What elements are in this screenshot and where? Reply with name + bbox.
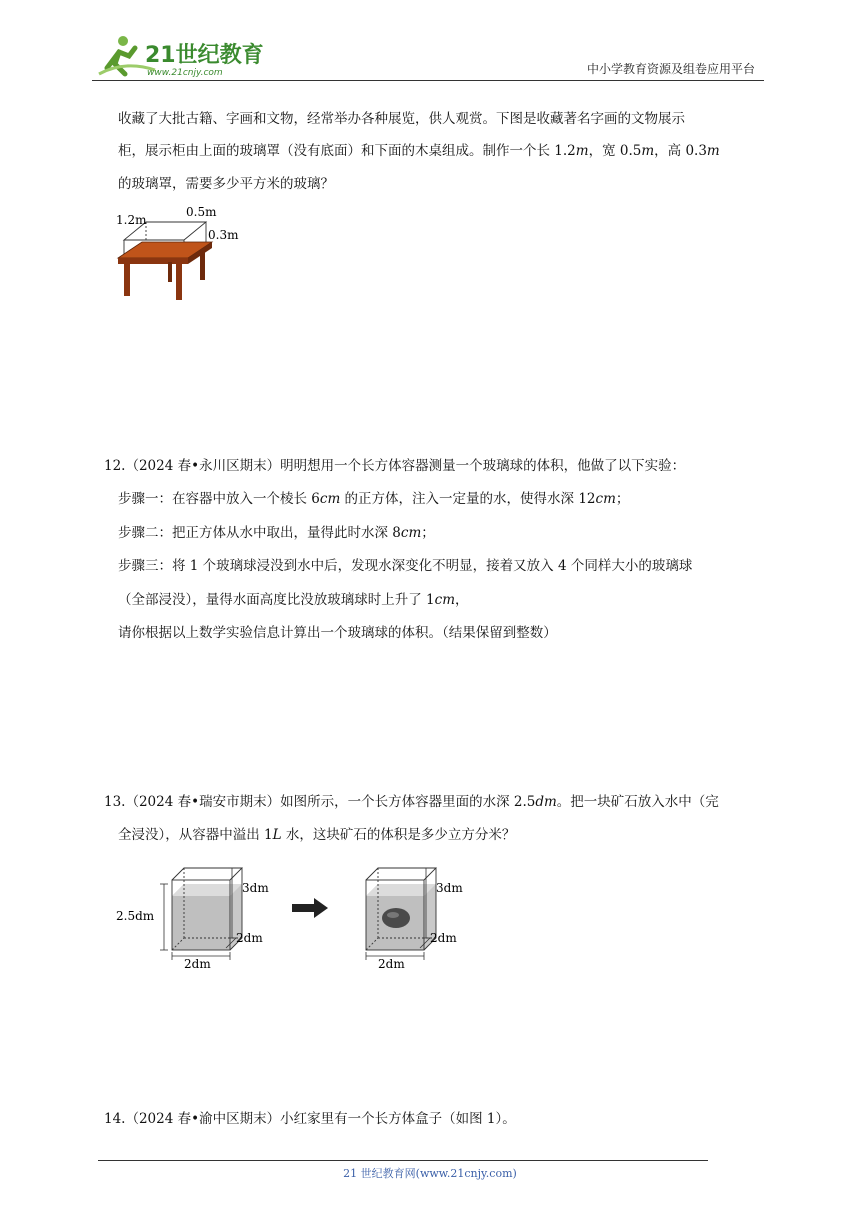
q12-line-1: 12.（2024 春•永川区期末）明明想用一个长方体容器测量一个玻璃球的体积，他做了以下实验： [104,458,686,474]
width-label: 0.5m [186,205,217,219]
q12-step-3: 步骤三：将 1 个玻璃球浸没到水中后，发现水深变化不明显，接着又放入 4 个同样大小的玻璃球 [118,558,693,574]
water-depth-label: 2.5dm [116,909,155,923]
table-leg [200,250,205,280]
right-arrow-icon [292,898,328,918]
logo-subtitle: www.21cnjy.com [147,68,223,78]
q14-line-1: 14.（2024 春•渝中区期末）小红家里有一个长方体盒子（如图 1）。 [104,1111,516,1127]
table-leg [176,264,182,300]
q12-step-2: 步骤二：把正方体从水中取出，量得此时水深 8cm； [118,525,435,541]
q12-step-3-cont: （全部浸没），量得水面高度比没放玻璃球时上升了 1cm， [118,592,469,608]
height-label-right: 3dm [436,881,463,895]
q11-line-1: 收藏了大批古籍、字画和文物，经常举办各种展览，供人观赏。下图是收藏著名字画的文物展示 [118,111,685,127]
footer-link[interactable]: 21 世纪教育网(www.21cnjy.com) [343,1167,517,1180]
depth-label-left: 2dm [236,931,263,945]
q13-line-2: 全浸没），从容器中溢出 1L 水，这块矿石的体积是多少立方分米？ [118,827,516,843]
logo-title: 21世纪教育 [145,43,264,68]
display-case-figure [112,202,252,304]
height-label-left: 3dm [242,881,269,895]
site-logo [95,30,265,82]
q11-line-3: 的玻璃罩，需要多少平方米的玻璃？ [118,176,334,192]
width-label-right: 2dm [378,957,405,970]
q13-line-1: 13.（2024 春•瑞安市期末）如图所示，一个长方体容器里面的水深 2.5dm。把一块矿石放入水中（完 [104,794,719,810]
length-label: 1.2m [116,213,147,227]
footer-divider [98,1160,708,1161]
q11-line-2: 柜，展示柜由上面的玻璃罩（没有底面）和下面的木桌组成。制作一个长 1.2m，宽 0.5m，高 0.3m [118,143,720,159]
header-platform-text: 中小学教育资源及组卷应用平台 [586,62,755,76]
height-label: 0.3m [208,228,239,242]
table-leg [124,264,130,296]
depth-label-right: 2dm [430,931,457,945]
width-label-left: 2dm [184,957,211,970]
q12-step-1: 步骤一：在容器中放入一个棱长 6cm 的正方体，注入一定量的水，使得水深 12cm； [118,491,630,507]
container-figure [114,852,474,970]
table-leg [168,262,172,282]
q12-question: 请你根据以上数学实验信息计算出一个玻璃球的体积。（结果保留到整数） [118,625,557,641]
ore-stone [382,908,410,928]
header-divider [92,80,764,81]
